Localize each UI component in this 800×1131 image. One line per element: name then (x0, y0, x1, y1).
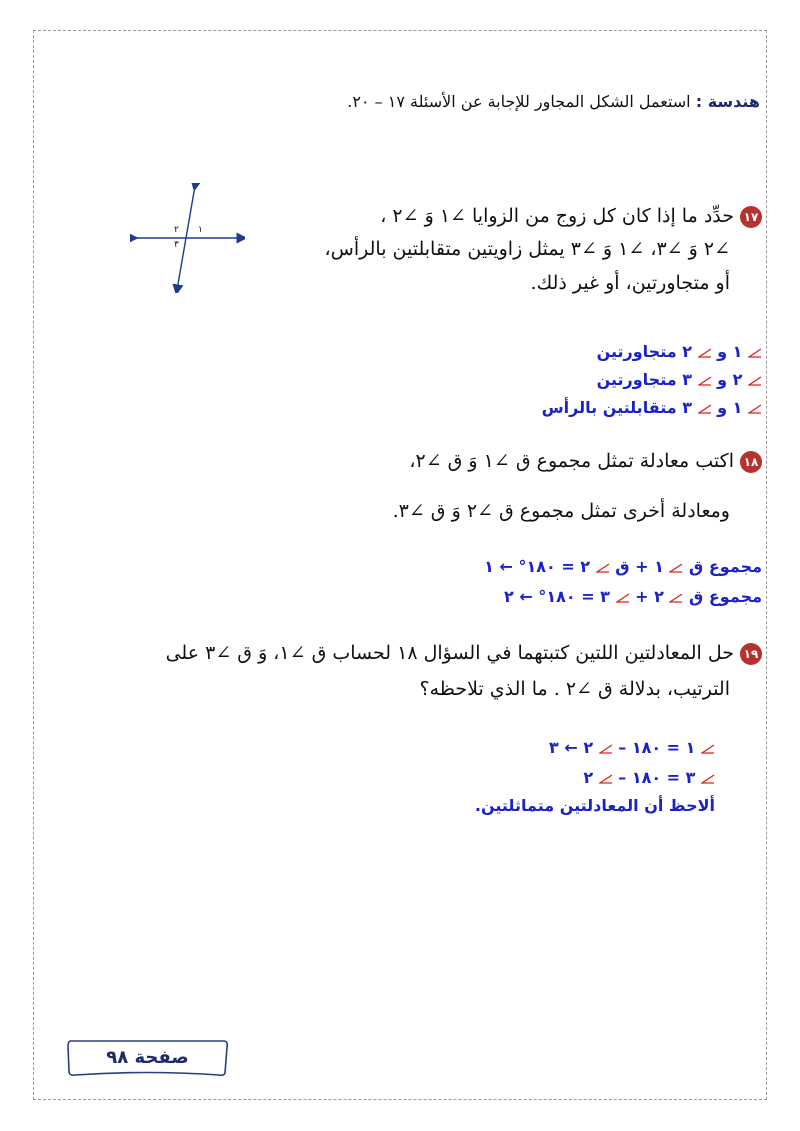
angle-symbol-icon (698, 376, 712, 386)
page-number-text: صفحة ٩٨ (106, 1047, 189, 1068)
figure-label-1: ١ (198, 225, 203, 235)
q19-number-badge: ١٩ (740, 643, 762, 665)
angle-symbol-icon (596, 563, 610, 573)
angle-symbol-icon (599, 744, 613, 754)
q17-text-1: حدِّد ما إذا كان كل زوج من الزوايا ∠١ وَ ∠٢ ، (380, 205, 734, 227)
q19-line1 (166, 642, 762, 665)
q17-answer-2-part2: ٣ متجاورتين (596, 370, 692, 389)
q19-answer-1-part2: ٢ ← ٣ (549, 738, 594, 757)
q18-answer-1-part1: مجموع ق (689, 557, 762, 576)
q19-line2: الترتيب، بدلالة ق ∠٢ . ما الذي تلاحظه؟ (419, 678, 730, 700)
angle-symbol-icon (748, 404, 762, 414)
figure-label-2: ٢ (174, 225, 179, 235)
figure-label-3: ٣ (174, 240, 179, 250)
q18-answer-2-part2: ٢ + (635, 587, 664, 606)
angle-symbol-icon (616, 593, 630, 603)
q17-line3: أو متجاورتين، أو غير ذلك. (530, 272, 730, 294)
q19-answer-2 (583, 768, 715, 787)
q18-text-1: اكتب معادلة تمثل مجموع ق ∠١ وَ ق ∠٢، (409, 450, 734, 472)
q17-line2: ∠٢ وَ ∠٣، ∠١ وَ ∠٣ يمثل زاويتين متقابلتين بالرأس، (324, 238, 730, 260)
q18-line1 (409, 450, 762, 473)
q19-answer-2-part2: ٢ (583, 768, 594, 787)
q18-answer-1-part3: ٢ = ١٨٠° ← ١ (484, 557, 591, 576)
q17-answer-2 (597, 370, 762, 389)
q17-answer-3-part2: ٣ متقابلتين بالرأس (541, 398, 692, 417)
angle-symbol-icon (698, 348, 712, 358)
angle-symbol-icon (669, 593, 683, 603)
q19-answer-2-part1: ٣ = ١٨٠ – (618, 768, 696, 787)
q17-answer-3 (542, 398, 762, 417)
q18-answer-2-part1: مجموع ق (689, 587, 762, 606)
q18-answer-2 (504, 587, 762, 606)
q18-answer-1 (484, 557, 762, 576)
section-heading (347, 92, 760, 111)
angle-symbol-icon (698, 404, 712, 414)
q17-number-badge: ١٧ (740, 206, 762, 228)
q17-answer-1-part2: ٢ متجاورتين (596, 342, 692, 361)
q19-answer-1-part1: ١ = ١٨٠ – (618, 738, 696, 757)
q18-line2: ومعادلة أخرى تمثل مجموع ق ∠٢ وَ ق ∠٣. (392, 500, 730, 522)
q17-answer-1 (597, 342, 762, 361)
intersecting-lines-figure (130, 183, 245, 293)
angle-symbol-icon (599, 774, 613, 784)
q17-answer-2-part1: ٢ و (717, 370, 743, 389)
q17-answer-3-part1: ١ و (717, 398, 743, 417)
angle-symbol-icon (748, 348, 762, 358)
q18-answer-2-part3: ٣ = ١٨٠° ← ٢ (504, 587, 610, 606)
page-number-label (65, 1037, 230, 1079)
angle-symbol-icon (669, 563, 683, 573)
q19-text-1: حل المعادلتين اللتين كتبتهما في السؤال ١٨ لحساب ق ∠١، وَ ق ∠٣ على (165, 642, 734, 664)
q18-number-badge: ١٨ (740, 451, 762, 473)
q19-answer-1 (549, 738, 715, 757)
heading-keyword: هندسة : (695, 92, 760, 111)
q17-line1 (380, 205, 762, 228)
angle-symbol-icon (748, 376, 762, 386)
heading-text: استعمل الشكل المجاور للإجابة عن الأسئلة ١٧ – ٢٠. (347, 92, 691, 111)
q19-conclusion: ألاحظ أن المعادلتين متماثلتين. (474, 796, 715, 815)
angle-symbol-icon (701, 774, 715, 784)
q18-answer-1-part2: ١ + ق (615, 557, 664, 576)
q17-answer-1-part1: ١ و (717, 342, 743, 361)
angle-symbol-icon (701, 744, 715, 754)
